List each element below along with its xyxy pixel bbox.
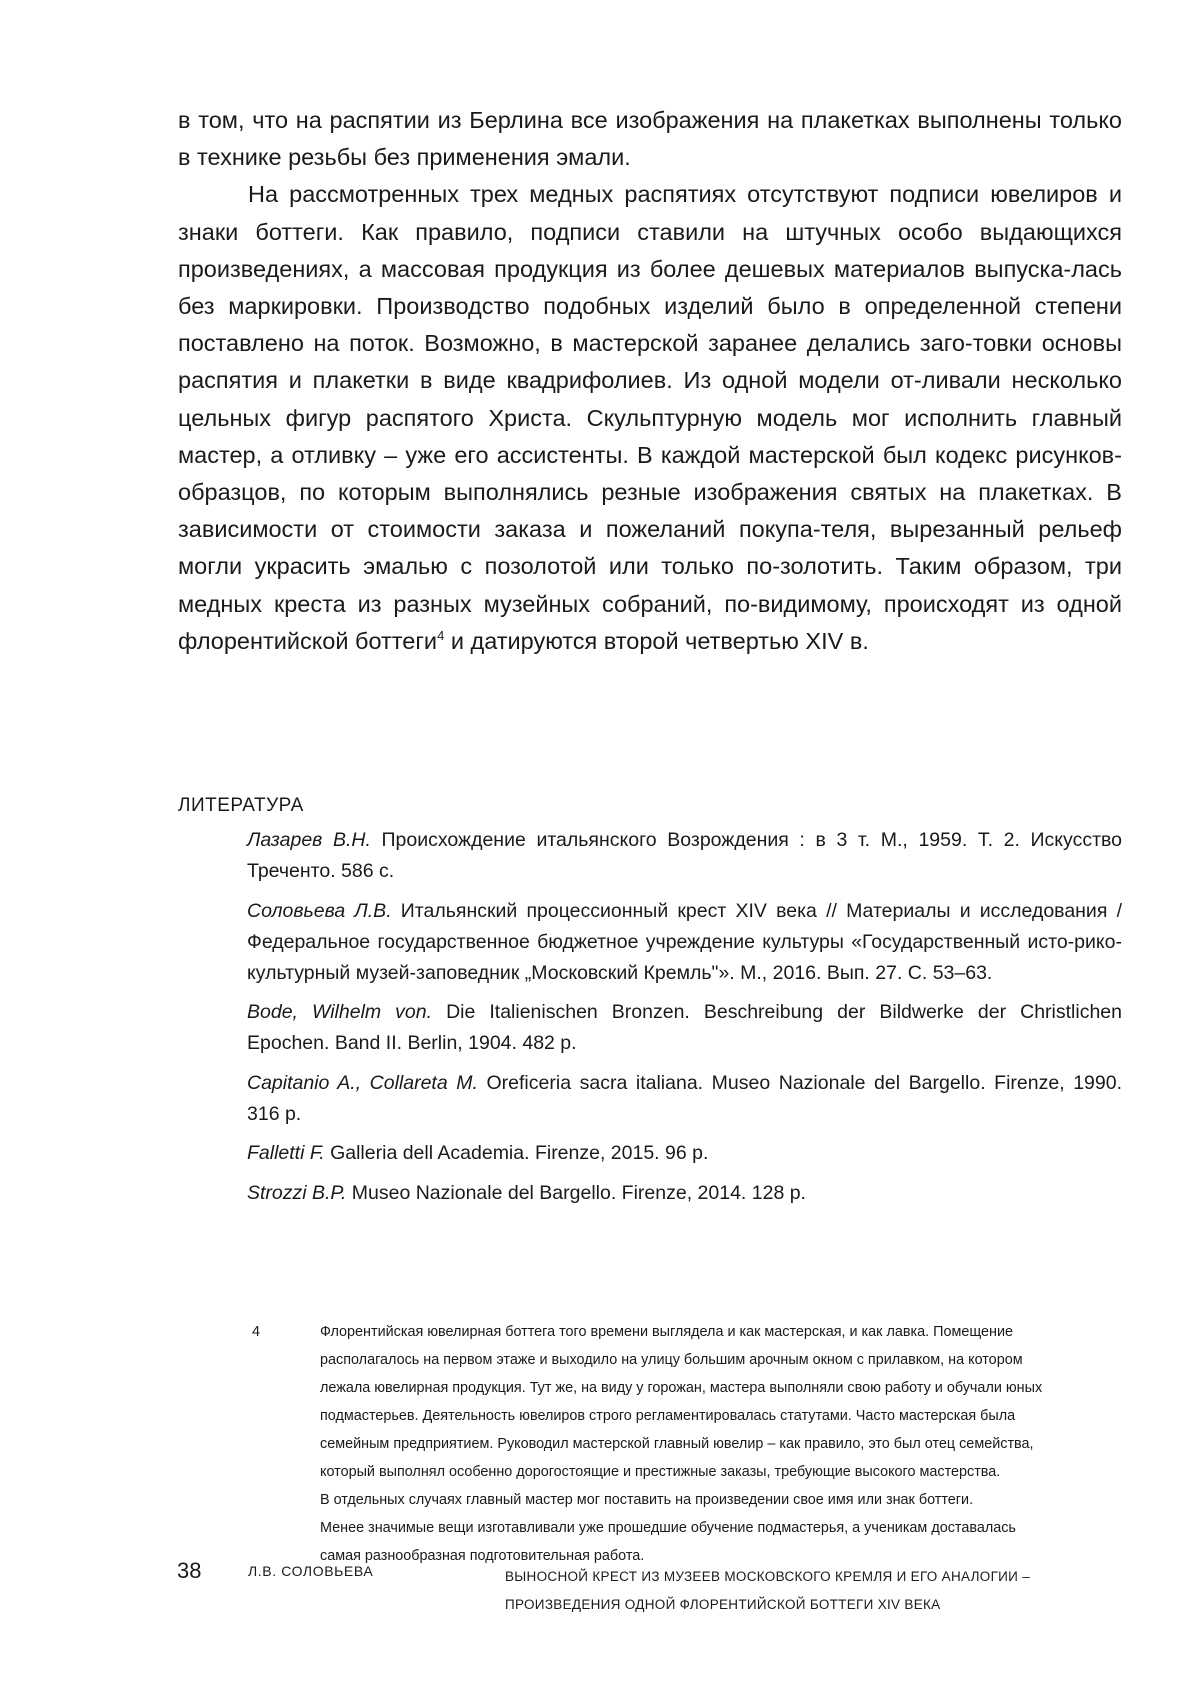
reference-text: Происхождение итальянского Возрождения : в 3 т. М., 1959. Т. 2. Искусство Треченто. 586 с. — [247, 829, 1123, 882]
footnote-line: В отдельных случаях главный мастер мог поставить на произведении свое имя или знак боттеги. — [320, 1492, 974, 1508]
footnote-line: семейным предприятием. Руководил мастерской главный ювелир – как правило, это был отец семейства, — [320, 1436, 1034, 1452]
body-text — [178, 102, 1122, 660]
page-number: 38 — [177, 1558, 202, 1583]
paragraph: в том, что на распятии из Берлина все изображения на плакетках выполнены только в технике резьбы без применения эмали. — [178, 107, 1122, 171]
reference-text: Die Italienischen Bronzen. Beschreibung der Bildwerke der Christlichen Epochen. Band II. Berlin, 1904. 482 p. — [247, 1001, 1122, 1054]
reference-item — [247, 1138, 1122, 1169]
reference-item — [247, 825, 1122, 887]
literature-heading: ЛИТЕРАТУРА — [178, 795, 304, 816]
footnote-line: который выполнял особенно дорогостоящие и престижные заказы, требующие высокого мастерства. — [320, 1464, 1001, 1480]
reference-author: Лазарев В.Н. — [247, 829, 371, 851]
reference-author: Bode, Wilhelm von. — [247, 1001, 433, 1023]
reference-text: Oreficeria sacra italiana. Museo Nazionale del Bargello. Firenze, 1990. 316 p. — [247, 1071, 1122, 1125]
reference-author: Capitanio A., Collareta M. — [247, 1071, 478, 1094]
reference-item — [247, 896, 1122, 989]
running-title-line: ВЫНОСНОЙ КРЕСТ ИЗ МУЗЕЕВ МОСКОВСКОГО КРЕМЛЯ И ЕГО АНАЛОГИИ – — [505, 1569, 1031, 1584]
footnote-line: лежала ювелирная продукция. Тут же, на виду у горожан, мастера выполняли свою работу и обучали юных — [320, 1380, 1043, 1396]
reference-text: Galleria dell Academia. Firenze, 2015. 96 p. — [324, 1142, 709, 1164]
footnote-line: подмастерьев. Деятельность ювелиров строго регламентировалась статутами. Часто мастерская была — [320, 1408, 1016, 1424]
footnote-line: самая разнообразная подготовительная работа. — [320, 1548, 645, 1564]
paragraph — [178, 176, 1122, 660]
footnote-number: 4 — [252, 1324, 261, 1340]
footnote-line: Менее значимые вещи изготавливали уже прошедшие обучение подмастерья, а ученикам доставалась — [320, 1520, 1016, 1536]
footnote-line: располагалось на первом этаже и выходило на улицу большим арочным окном с прилавком, на котором — [320, 1352, 1023, 1368]
paragraph-text: На рассмотренных трех медных распятиях отсутствуют подписи ювелиров и знаки боттеги. Как правило, подписи ставили на штучных особо выдающихся произведениях, а массовая продукция из более дешевых материалов выпуска-лась без маркировки. Производство подобных изделий было в определенной степени поставлено на поток. Возможно, в мастерской заранее делались заго-товки основы распятия и плакетки в виде квадрифолиев. Из одной модели от-ливали несколько цельных фигур распятого Христа. Скульптурную модель мог исполнить главный мастер, а отливку – уже его ассистенты. В каждой мастерской был кодекс рисунков-образцов, по которым выполнялись резные изображения святых на плакетках. В зависимости от стоимости заказа и пожеланий покупа-теля, вырезанный рельеф могли украсить эмалью с позолотой или только по-золотить. Таким образом, три медных креста из разных музейных собраний, по-видимому, происходят из одной флорентийской боттеги — [178, 181, 1122, 654]
reference-author: Falletti F. — [247, 1142, 325, 1164]
reference-item — [247, 1178, 1122, 1209]
footnote-line: Флорентийская ювелирная боттега того времени выглядела и как мастерская, и как лавка. Помещение — [320, 1324, 1014, 1340]
footnote — [252, 1318, 1122, 1570]
running-title — [505, 1563, 1030, 1619]
reference-author: Соловьева Л.В. — [247, 899, 392, 922]
reference-item — [247, 1068, 1122, 1130]
reference-text: Итальянский процессионный крест XIV века // Материалы и исследования / Федеральное государственное бюджетное учреждение культуры «Государственный исто-рико-культурный музей-заповедник „Московский Кремль"». М., 2016. Вып. 27. С. 53–63. — [247, 899, 1122, 984]
page-footer — [0, 1558, 1200, 1618]
reference-item — [247, 997, 1122, 1059]
footer-author: Л.В. СОЛОВЬЕВА — [248, 1563, 374, 1579]
running-title-line: ПРОИЗВЕДЕНИЯ ОДНОЙ ФЛОРЕНТИЙСКОЙ БОТТЕГИ XIV ВЕКА — [505, 1597, 941, 1612]
footnote-text — [320, 1318, 1122, 1570]
footnote-reference[interactable]: 4 — [437, 628, 445, 644]
paragraph-text: и датируются второй четвертью XIV в. — [444, 627, 869, 654]
reference-text: Museo Nazionale del Bargello. Firenze, 2014. 128 p. — [346, 1181, 806, 1204]
reference-list — [247, 825, 1122, 1217]
reference-author: Strozzi B.P. — [247, 1181, 347, 1204]
